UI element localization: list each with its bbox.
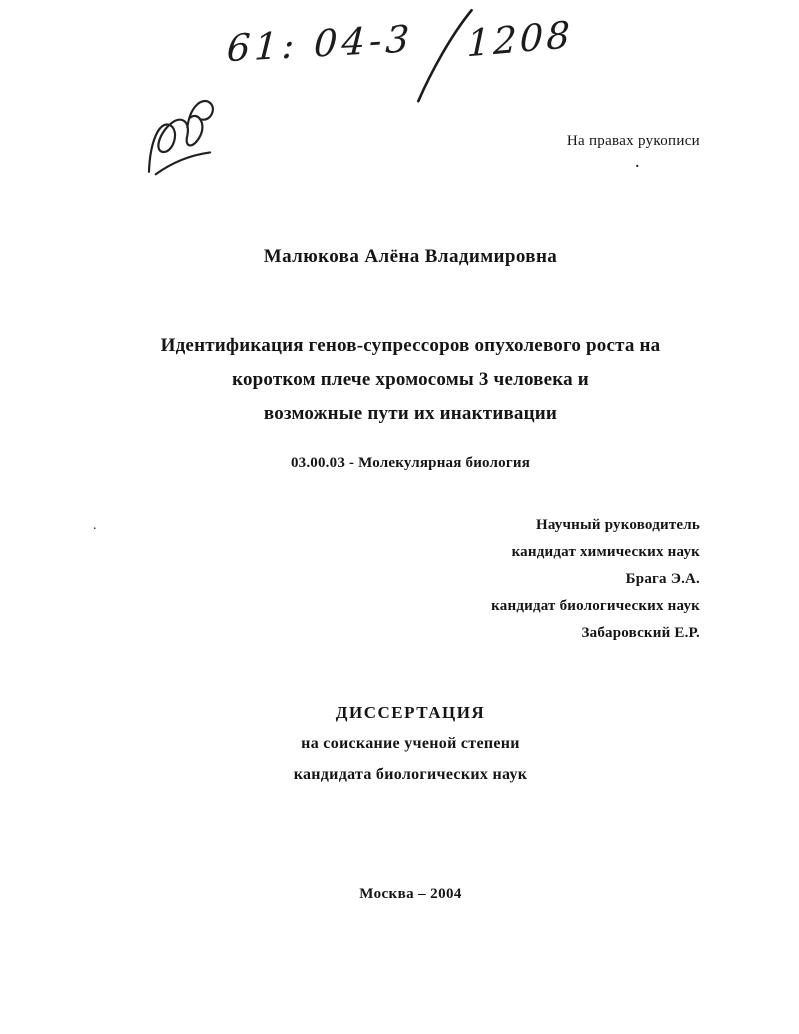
supervisor-line: Научный руководитель bbox=[536, 517, 700, 533]
degree-line: кандидата биологических наук bbox=[293, 766, 528, 783]
supervisor-block bbox=[491, 512, 700, 647]
signature-scribble bbox=[119, 83, 251, 193]
title-line: Идентификация генов-супрессоров опухолевого роста на bbox=[160, 335, 661, 356]
supervisor-line: кандидат биологических наук bbox=[491, 598, 700, 614]
handwritten-number-part1: 61: 04-3 bbox=[225, 17, 415, 71]
manuscript-rights-note: На правах рукописи bbox=[566, 133, 700, 149]
supervisor-line: Забаровский Е.Р. bbox=[581, 625, 700, 641]
dissertation-heading: ДИССЕРТАЦИЯ bbox=[335, 703, 486, 722]
handwritten-number-part2: 1208 bbox=[466, 13, 574, 66]
dissertation-statement bbox=[0, 697, 799, 790]
title-line: коротком плече хромосомы 3 человека и bbox=[232, 369, 589, 390]
city-year: Москва – 2004 bbox=[359, 886, 462, 902]
degree-line: на соискание ученой степени bbox=[301, 735, 520, 752]
title-line: возможные пути их инактивации bbox=[263, 403, 558, 424]
ink-dot: . bbox=[635, 156, 639, 171]
supervisor-line: Брага Э.А. bbox=[625, 571, 700, 587]
handwritten-registration-number bbox=[226, 1, 577, 115]
specialty-code: 03.00.03 - Молекулярная биология bbox=[290, 455, 531, 471]
supervisor-line: кандидат химических наук bbox=[511, 544, 700, 560]
ink-dot: . bbox=[93, 518, 97, 533]
dissertation-title bbox=[0, 329, 799, 431]
author-name: Малюкова Алёна Владимировна bbox=[263, 246, 558, 267]
